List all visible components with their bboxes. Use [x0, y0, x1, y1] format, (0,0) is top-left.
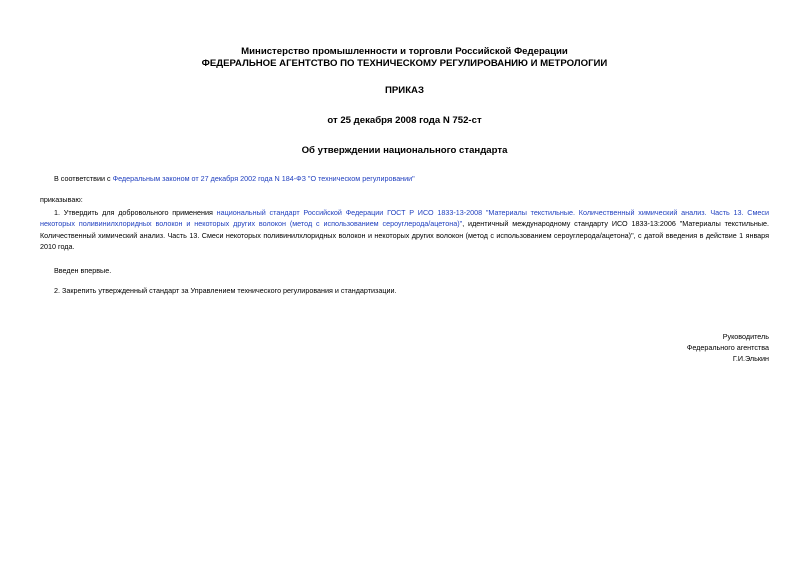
item-2-paragraph: 2. Закрепить утвержденный стандарт за Управлением технического регулирования и стандартизации.: [54, 286, 397, 295]
ministry-name: Министерство промышленности и торговли Российской Федерации: [241, 46, 568, 57]
first-time-note: Введен впервые.: [54, 265, 112, 275]
item-1-prefix: 1. Утвердить для добровольного применения: [54, 207, 217, 217]
basis-paragraph: [40, 173, 769, 185]
order-subject: Об утверждении национального стандарта: [301, 145, 508, 156]
signature-name: Г.И.Элькин: [732, 353, 769, 363]
item-1-paragraph: [40, 207, 769, 253]
document-page: [40, 40, 769, 364]
gost-standard-link[interactable]: национальный стандарт Российской Федерации ГОСТ Р ИСО 1833-13-2008 "Материалы текстильные. Количественный химический анализ. Часть 13. Смеси некоторых поливинилхлоридных волокон и некоторых других волокон (метод с использованием сероуглерода/ацетона)": [40, 207, 769, 228]
basis-prefix: В соответствии с: [54, 173, 113, 183]
order-date-number: от 25 декабря 2008 года N 752-ст: [327, 114, 482, 126]
item-1-suffix: , идентичный международному стандарту ИСО 1833-13:2006 "Материалы текстильные. Количественный химический анализ. Часть 13. Смеси некоторых поливинилхлоридных волокон и некоторых других волокон (метод с использованием сероуглерода/ацетона)", с датой введения в действие 1 января 2010 года.: [40, 219, 770, 251]
order-title: ПРИКАЗ: [385, 85, 424, 96]
federal-law-link[interactable]: Федеральным законом от 27 декабря 2002 года N 184-ФЗ "О техническом регулировании": [112, 173, 415, 183]
signature-position: Руководитель: [722, 331, 769, 341]
document-header: [40, 46, 769, 69]
signature-organization: Федерального агентства: [686, 342, 769, 352]
order-word: приказываю:: [40, 195, 83, 204]
signature-block: [40, 331, 769, 364]
agency-name: ФЕДЕРАЛЬНОЕ АГЕНТСТВО ПО ТЕХНИЧЕСКОМУ РЕГУЛИРОВАНИЮ И МЕТРОЛОГИИ: [201, 57, 608, 69]
